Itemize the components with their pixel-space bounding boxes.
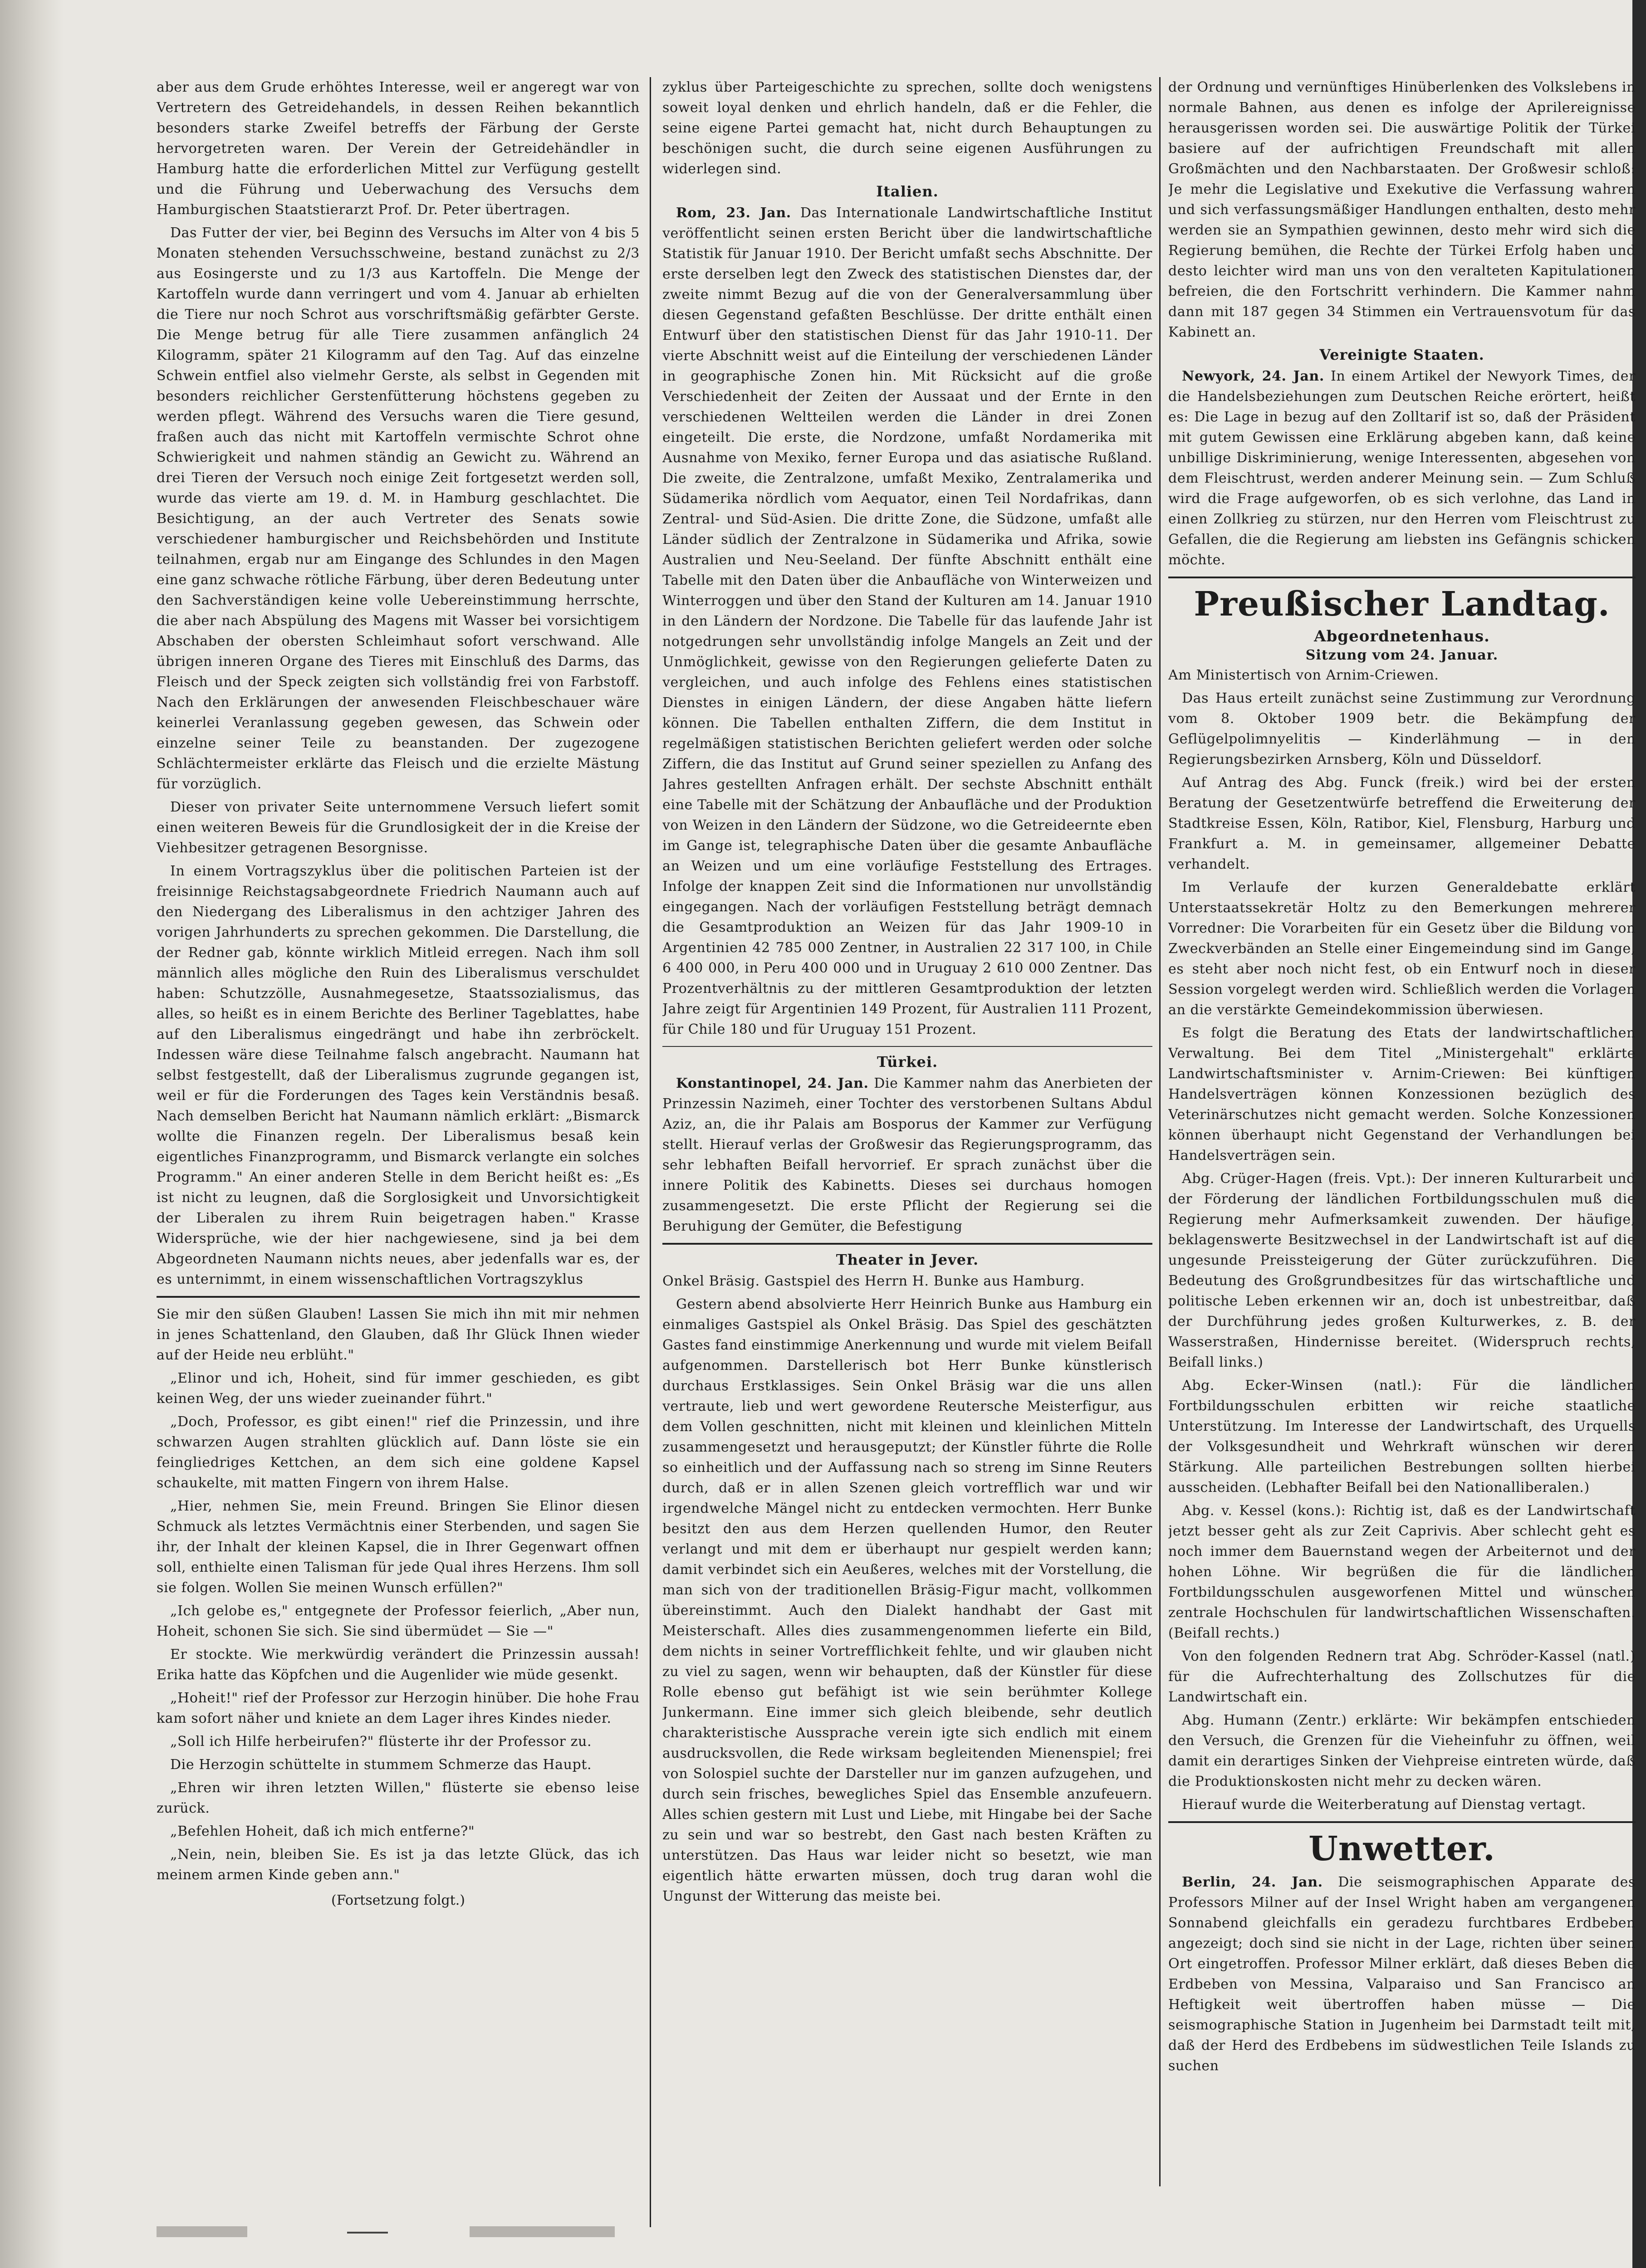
section-rule	[1168, 1821, 1636, 1823]
column-1	[157, 77, 640, 2164]
column-divider	[1159, 77, 1161, 2186]
article-paragraph: Von den folgenden Rednern trat Abg. Schröder-Kassel (natl.) für die Aufrechterhaltung des Zollschutzes für die Landwirtschaft ein.	[1168, 1648, 1636, 1705]
feuilleton-paragraph: Sie mir den süßen Glauben! Lassen Sie mich ihn mit mir nehmen in jenes Schattenland, den Glauben, daß Ihr Glück Ihnen wieder auf der Heide neu erblüht."	[157, 1306, 640, 1363]
article-paragraph: Das Futter der vier, bei Beginn des Versuchs im Alter von 4 bis 5 Monaten stehenden Versuchsschweine, bestand zunächst zu 2/3 aus Eosingerste und zu 1/3 aus Kartoffeln. Die Menge der Kartoffeln wurde dann verringert und vom 4. Januar ab erhielten die Tiere nur noch Schrot aus vorschriftsmäßig gefärbter Gerste. Die Menge betrug für alle Tiere zusammen anfänglich 24 Kilogramm, später 21 Kilogramm auf den Tag. Auf das einzelne Schwein entfiel also vielmehr Gerste, als selbst in Gegenden mit besonders reichlicher Gerstenfütterung höchstens gegeben zu werden pflegt. Während des Versuchs waren die Tiere gesund, fraßen auch das nicht mit Kartoffeln vermischte Schrot ohne Schwierigkeit und nahmen ständig an Gewicht zu. Während an drei Tieren der Versuch noch einige Zeit fortgesetzt werden soll, wurde das vierte am 19. d. M. in Hamburg geschlachtet. Die Besichtigung, an der auch Vertreter des Senats sowie verschiedener hamburgischer und Reichsbehörden und Institute teilnahmen, ergab nur am Eingange des Schlundes in den Magen eine ganz schwache rötliche Färbung, über deren Bedeutung unter den Sachverständigen keine volle Uebereinstimmung herrschte, die aber nach Abspülung des Magens mit Wasser bei vorsichtigem Abschaben der obersten Schleimhaut sofort verschwand. Alle übrigen inneren Organe des Tieres mit Einschluß des Darms, das Fleisch und der Speck zeigten sich vollständig frei von Farbstoff. Nach den Erklärungen der anwesenden Fleischbeschauer wäre keinerlei Veranlassung gegeben gewesen, das Schwein oder einzelne seiner Teile zu beanstanden. Der zugezogene Schlächtermeister erklärte das Fleisch und die erzielte Mästung für vorzüglich.	[157, 225, 640, 792]
section-rule	[157, 1296, 640, 1298]
dateline: Berlin, 24. Jan.	[1182, 1874, 1323, 1890]
heading-landtag: Preußischer Landtag.	[1194, 585, 1610, 624]
heading-unwetter: Unwetter.	[1308, 1829, 1495, 1868]
theater-subtitle: Onkel Bräsig. Gastspiel des Herrn H. Bunke aus Hamburg.	[662, 1273, 1085, 1289]
feuilleton-paragraph: „Soll ich Hilfe herbeirufen?" flüsterte ihr der Professor zu.	[170, 1734, 592, 1750]
section-heading-theater: Theater in Jever.	[836, 1251, 979, 1268]
dateline: Rom, 23. Jan.	[676, 205, 791, 221]
section-rule	[662, 1243, 1152, 1245]
column-3	[1168, 77, 1636, 2186]
binding-spine	[0, 0, 64, 2268]
subheading-abgeordnetenhaus: Abgeordnetenhaus.	[1314, 627, 1490, 645]
article-paragraph: Abg. Humann (Zentr.) erklärte: Wir bekämpfen entschieden den Versuch, die Grenzen für die Vieheinfuhr zu öffnen, weil damit ein derartiges Sinken der Viehpreise eintreten würde, daß die Produktionskosten nicht mehr zu decken wären.	[1168, 1712, 1636, 1789]
column-2	[662, 77, 1152, 2227]
article-paragraph: Hierauf wurde die Weiterberatung auf Dienstag vertagt.	[1182, 1797, 1586, 1813]
feuilleton-paragraph: Die Herzogin schüttelte in stummem Schmerze das Haupt.	[170, 1757, 592, 1773]
article-paragraph: In einem Vortragszyklus über die politischen Parteien ist der freisinnige Reichstagsabgeordnete Friedrich Naumann auch auf den Niedergang des Liberalismus in den achtziger Jahren des vorigen Jahrhunderts zu sprechen gekommen. Die Darstellung, die der Redner gab, könnte wirklich Mitleid erregen. Nach ihm soll männlich alles mögliche den Ruin des Liberalismus verschuldet haben: Schutzzölle, Ausnahmegesetze, Staatssozialismus, das alles, so heißt es in einem Berichte des Berliner Tageblattes, habe auf den Liberalismus eingedrängt und habe ihn zerbröckelt. Indessen wäre diese Teilnahme falsch angebracht. Naumann hat selbst festgestellt, daß der Liberalismus zugrunde gegangen ist, weil er für die Forderungen des Tages kein Verständnis besaß. Nach demselben Bericht hat Naumann nämlich erklärt: „Bismarck wollte die Finanzen regeln. Der Liberalismus besaß kein eigentliches Finanzprogramm, und Bismarck verlangte ein solches Programm." An einer anderen Stelle in dem Bericht heißt es: „Es ist nicht zu leugnen, daß die Sorglosigkeit und Unvorsichtigkeit der Liberalen zu ihrem Ruin beigetragen haben." Krasse Widersprüche, wie der hier nachgewiesene, sind ja bei dem Abgeordneten Naumann nichts neues, aber jedenfalls war es, der es unternimmt, in einem wissenschaftlichen Vortragszyklus	[157, 863, 640, 1287]
article-paragraph: Im Verlaufe der kurzen Generaldebatte erklärt Unterstaatssekretär Holtz zu den Bemerkungen mehrerer Vorredner: Die Vorarbeiten für ein Gesetz über die Bildung von Zweckverbänden an Stelle einer Eingemeindung sind im Gange, es steht aber noch nicht fest, ob ein Entwurf noch in dieser Session vorgelegt werden wird. Schließlich werden die Vorlagen an die verstärkte Gemeindekommission überwiesen.	[1168, 880, 1636, 1018]
article-paragraph: Dieser von privater Seite unternommene Versuch liefert somit einen weiteren Beweis für die Grundlosigkeit der in die Kreise der Viehbesitzer getragenen Besorgnisse.	[157, 799, 640, 856]
article-paragraph: Abg. Ecker-Winsen (natl.): Für die ländlichen Fortbildungsschulen erbitten wir reiche staatliche Unterstützung. Im Interesse der Landwirtschaft, des Urquells der Volksgesundheit und Wehrkraft wünschen wir deren Stärkung. Alle parteilichen Bestrebungen sollten hierbei ausscheiden. (Lebhafter Beifall bei den Nationalliberalen.)	[1168, 1378, 1636, 1496]
feuilleton-paragraph: „Befehlen Hoheit, daß ich mich entferne?"	[170, 1823, 475, 1839]
feuilleton-paragraph: „Hier, nehmen Sie, mein Freund. Bringen Sie Elinor diesen Schmuck als letztes Vermächtnis einer Sterbenden, und sagen Sie ihr, der Inhalt der kleinen Kapsel, die in Ihrer Gegenwart offnen soll, enthielte einen Talisman für jede Qual ihres Herzens. Ihm soll sie folgen. Wollen Sie meinen Wunsch erfüllen?"	[157, 1498, 640, 1596]
article-paragraph: Gestern abend absolvierte Herr Heinrich Bunke aus Hamburg ein einmaliges Gastspiel als Onkel Bräsig. Das Spiel des geschätzten Gastes fand einstimmige Anerkennung und wurde mit vielem Beifall aufgenommen. Darstellerisch bot Herr Bunke künstlerisch durchaus Erstklassiges. Sein Onkel Bräsig war die uns allen vertraute, lieb und wert gewordene Reutersche Meisterfigur, aus dem Vollen geschnitten, nicht mit kleinen und kleinlichen Mitteln zusammengesetzt und herausgeputzt; der Künstler führte die Rolle so einheitlich und der Auffassung nach so streng im Sinne Reuters durch, daß er in allen Szenen gleich vortrefflich war und wir irgendwelche Mängel nicht zu entdecken vermochten. Herr Bunke besitzt den aus dem Herzen quellenden Humor, den Reuter verlangt und mit dem er überhaupt nur gespielt werden kann; damit verbindet sich ein Aeußeres, welches mit der Vorstellung, die man sich von der traditionellen Bräsig-Figur macht, vollkommen übereinstimmt. Auch den Dialekt handhabt der Gast mit Meisterschaft. Alles dies zusammengenommen lieferte ein Bild, dem nichts in seiner Vortrefflichkeit fehlte, und wir glauben nicht zu viel zu sagen, wenn wir behaupten, daß der Künstler für diese Rolle ebenso gut befähigt ist wie sein berühmter Kollege Junkermann. Eine immer sich gleich bleibende, sehr deutlich charakteristische Aussprache verein igte sich endlich mit einem ausdrucksvollen, die Rede wirksam begleitenden Mienenspiel; frei von Solospiel suchte der Darsteller nur im ganzen aufzugehen, und durch sein frisches, bewegliches Spiel das Ensemble anzufeuern. Alles schien gestern mit Lust und Liebe, mit Hingabe bei der Sache zu sein und war so bestrebt, den Gast nach besten Kräften zu unterstützen. Das Haus war leider nicht so besetzt, wie man eigentlich hätte erwarten müssen, doch trug daran wohl die Ungunst der Witterung das meiste bei.	[662, 1296, 1152, 1904]
article-paragraph: Auf Antrag des Abg. Funck (freik.) wird bei der ersten Beratung der Gesetzentwürfe betreffend die Erweiterung der Stadtkreise Essen, Köln, Ratibor, Kiel, Flensburg, Harburg und Frankfurt a. M. in gemeinsamer, allgemeiner Debatte verhandelt.	[1168, 775, 1636, 872]
article-body: Die seismographischen Apparate des Professors Milner auf der Insel Wright haben am vergangenen Sonnabend gleichfalls ein geradezu furchtbares Erdbeben angezeigt; doch sind sie nicht in der Lage, richten über seinen Ort eingetroffen. Professor Milner erklärt, daß dieses Beben die Erdbeben von Messina, Valparaiso und San Francisco an Heftigkeit weit übertroffen haben müsse — Die seismographische Station in Jugenheim bei Darmstadt teilt mit, daß der Herd des Erdbebens im südwestlichen Teile Islands zu suchen	[1168, 1874, 1636, 2074]
section-rule	[662, 1046, 1152, 1047]
minister-line: Am Ministertisch von Arnim-Criewen.	[1168, 667, 1439, 683]
column-divider	[650, 77, 651, 2227]
feuilleton-paragraph: „Ehren wir ihren letzten Willen," flüsterte sie ebenso leise zurück.	[157, 1780, 640, 1816]
dateline: Newyork, 24. Jan.	[1182, 368, 1324, 384]
feuilleton-paragraph: „Hoheit!" rief der Professor zur Herzogin hinüber. Die hohe Frau kam sofort näher und kniete an dem Lager ihres Kindes nieder.	[157, 1690, 640, 1726]
feuilleton-paragraph: Er stockte. Wie merkwürdig verändert die Prinzessin aussah! Erika hatte das Köpfchen und die Augenlider wie müde gesenkt.	[157, 1647, 640, 1683]
feuilleton-paragraph: „Nein, nein, bleiben Sie. Es ist ja das letzte Glück, das ich meinem armen Kinde geben ann."	[157, 1847, 640, 1883]
article-paragraph: Abg. Crüger-Hagen (freis. Vpt.): Der inneren Kulturarbeit und der Förderung der ländlichen Fortbildungsschulen muß die Regierung mehr Aufmerksamkeit zuwenden. Der häufige, beklagenswerte Besitzwechsel in der Landwirtschaft ist auf die ungesunde Preissteigerung der Güter zurückzuführen. Die Bedeutung des Großgrundbesitzes für das wirtschaftliche und politische Leben erkennen wir an, doch ist unbestreitbar, daß der Durchführung jedes großen Kulturwerkes, z. B. der Wasserstraßen, Hindernisse bereitet. (Widerspruch rechts, Beifall links.)	[1168, 1171, 1636, 1370]
article-paragraph: zyklus über Parteigeschichte zu sprechen, sollte doch wenigstens soweit loyal denken und ehrlich handeln, daß er die Fehler, die seine eigene Partei gemacht hat, nicht durch Behauptungen zu beschönigen sucht, die durch seine eigenen Ausführungen zu widerlegen sind.	[662, 79, 1152, 177]
article-body: Das Internationale Landwirtschaftliche Institut veröffentlicht seinen ersten Bericht über die landwirtschaftliche Statistik für Januar 1910. Der Bericht umfaßt sechs Abschnitte. Der erste derselben legt den Zweck des statistischen Dienstes dar, der zweite nimmt Bezug auf die von der Generalversammlung über diesen Gegenstand gefaßten Beschlüsse. Der dritte enthält einen Entwurf über den statistischen Dienst für das Jahr 1910-11. Der vierte Abschnitt weist auf die Einteilung der verschiedenen Länder in geographische Zonen hin. Mit Rücksicht auf die große Verschiedenheit der Zeiten der Aussaat und der Ernte in den verschiedenen Weltteilen werden die Länder in drei Zonen eingeteilt. Die erste, die Nordzone, umfaßt Nordamerika mit Ausnahme von Mexiko, ferner Europa und das asiatische Rußland. Die zweite, die Zentralzone, umfaßt Mexiko, Zentralamerika und Südamerika nördlich vom Aequator, einen Teil Nordafrikas, dann Zentral- und Süd-Asien. Die dritte Zone, die Südzone, umfaßt alle Länder südlich der Zentralzone in Südamerika und Afrika, sowie Australien und Neu-Seeland. Der fünfte Abschnitt enthält eine Tabelle mit den Daten über die Anbaufläche von Winterweizen und Winterroggen und über den Stand der Kulturen am 14. Januar 1910 in den Ländern der Nordzone. Die Tabelle für das laufende Jahr ist notgedrungen sehr unvollständig infolge Mangels an Zeit und der Unmöglichkeit, gewisse von den Regierungen gelieferte Daten zu vergleichen, und auch infolge des Fehlens eines statistischen Dienstes in einigen Ländern, der diese Angaben hätte liefern können. Die Tabellen enthalten Ziffern, die dem Institut in regelmäßigen statistischen Berichten geliefert werden oder solche Ziffern, die das Institut auf Grund seiner speziellen zu Anfang des Jahres gestellten Anfragen erhält. Der sechste Abschnitt enthält eine Tabelle mit der Schätzung der Anbaufläche und der Produktion von Weizen in den Ländern der Südzone, wo die Getreideernte eben im Gange ist, telegraphische Daten über die gesamte Anbaufläche an Weizen und um eine vorläufige Feststellung des Ertrages. Infolge der knappen Zeit sind die Informationen nur unvollständig eingegangen. Nach der vorläufigen Feststellung beträgt demnach die Gesamtproduktion an Weizen für das Jahr 1909-10 in Argentinien 42 785 000 Zentner, in Australien 22 317 100, in Chile 6 400 000, in Peru 400 000 und in Uruguay 2 610 000 Zentner. Das Prozentverhältnis zu der mittleren Gesamtproduktion der letzten Jahre zeigt für Argentinien 149 Prozent, für Australien 111 Prozent, für Chile 180 und für Uruguay 151 Prozent.	[662, 205, 1152, 1037]
article-paragraph: Es folgt die Beratung des Etats der landwirtschaftlichen Verwaltung. Bei dem Titel „Ministergehalt" erklärte Landwirtschaftsminister v. Arnim-Criewen: Bei künftigen Handelsverträgen können Konzessionen bezüglich des Veterinärschutzes nicht gemacht werden. Solche Konzessionen können überhaupt nicht Gegenstand der Verhandlungen bei Handelsverträgen sein.	[1168, 1025, 1636, 1163]
feuilleton-paragraph: „Elinor und ich, Hoheit, sind für immer geschieden, es gibt keinen Weg, der uns wieder zueinander führt."	[157, 1370, 640, 1407]
print-smudge	[157, 2218, 615, 2241]
section-heading-italien: Italien.	[876, 183, 939, 200]
section-heading-usa: Vereinigte Staaten.	[1319, 346, 1484, 363]
section-heading-tuerkei: Türkei.	[877, 1053, 938, 1070]
article-body: Die Kammer nahm das Anerbieten der Prinzessin Nazimeh, einer Tochter des verstorbenen Sultans Abdul Aziz, an, die ihr Palais am Bosporus der Kammer zur Verfügung stellt. Hierauf verlas der Großwesir das Regierungsprogramm, das sehr lebhaften Beifall hervorrief. Er sprach zunächst über die innere Politik des Kabinetts. Dieses sei durchaus homogen zusammengesetzt. Die erste Pflicht der Regierung sei die Beruhigung der Gemüter, die Befestigung	[662, 1075, 1152, 1234]
continuation-note: (Fortsetzung folgt.)	[331, 1892, 465, 1908]
dateline: Konstantinopel, 24. Jan.	[676, 1075, 869, 1091]
article-body: In einem Artikel der Newyork Times, der die Handelsbeziehungen zum Deutschen Reiche erörtert, heißt es: Die Lage in bezug auf den Zolltarif ist so, daß der Präsident mit gutem Gewissen eine Erklärung abgeben kann, daß keine unbillige Diskriminierung, wenige Interessenten, abgesehen von dem Fleischtrust, werden anderer Meinung sein. — Zum Schluß wird die Frage aufgeworfen, ob es sich verlohne, das Land in einen Zollkrieg zu stürzen, nur den Herren vom Fleischtrust zu Gefallen, die die Regierung am liebsten ins Gefängnis schicken möchte.	[1168, 368, 1636, 568]
section-rule	[1168, 577, 1636, 578]
session-date: Sitzung vom 24. Januar.	[1305, 647, 1499, 663]
feuilleton-paragraph: „Doch, Professor, es gibt einen!" rief die Prinzessin, und ihre schwarzen Augen strahlten glücklich auf. Dann löste sie ein feingliedriges Kettchen, an dem sich eine goldene Kapsel schaukelte, mit matten Fingern von ihrem Halse.	[157, 1414, 640, 1491]
feuilleton-paragraph: „Ich gelobe es," entgegnete der Professor feierlich, „Aber nun, Hoheit, schonen Sie sich. Sie sind übermüdet — Sie —"	[157, 1603, 640, 1639]
article-paragraph: Abg. v. Kessel (kons.): Richtig ist, daß es der Landwirtschaft jetzt besser geht als zur Zeit Caprivis. Aber schlecht geht es noch immer dem Bauernstand wegen der Arbeiternot und der hohen Löhne. Wir begrüßen die für die ländlichen Fortbildungsschulen ausgeworfenen Mittel und wünschen zentrale Hochschulen für landwirtschaftlichen Wissenschaften. (Beifall rechts.)	[1168, 1503, 1636, 1641]
article-paragraph: Das Haus erteilt zunächst seine Zustimmung zur Verordnung vom 8. Oktober 1909 betr. die Bekämpfung der Geflügelpolimnyelitis — Kinderlähmung — in den Regierungsbezirken Arnsberg, Köln und Düsseldorf.	[1168, 690, 1636, 767]
article-paragraph: der Ordnung und vernünftiges Hinüberlenken des Volkslebens in normale Bahnen, aus denen es infolge der Aprilereignisse herausgerissen worden sei. Die auswärtige Politik der Türkei basiere auf der aufrichtigen Freundschaft mit allen Großmächten und den Nachbarstaaten. Der Großwesir schloß: Je mehr die Legislative und Exekutive die Verfassung wahren und sich verfassungsmäßiger Handlungen enthalten, desto mehr werden sie an Sympathien gewinnen, desto mehr wird sich die Regierung bemühen, die Rechte der Türkei Erfolg haben und desto leichter wird man uns von den veralteten Kapitulationen befreien, die den Fortschritt verhindern. Die Kammer nahm dann mit 187 gegen 34 Stimmen ein Vertrauensvotum für das Kabinett an.	[1168, 79, 1636, 340]
article-paragraph: aber aus dem Grude erhöhtes Interesse, weil er angeregt war von Vertretern des Getreidehandels, in dessen Reihen bekanntlich besonders starke Zweifel betreffs der Färbung der Gerste hervorgetreten waren. Der Verein der Getreidehändler in Hamburg hatte die erforderlichen Mittel zur Verfügung gestellt und die Führung und Ueberwachung des Versuchs dem Hamburgischen Staatstierarzt Prof. Dr. Peter übertragen.	[157, 79, 640, 218]
